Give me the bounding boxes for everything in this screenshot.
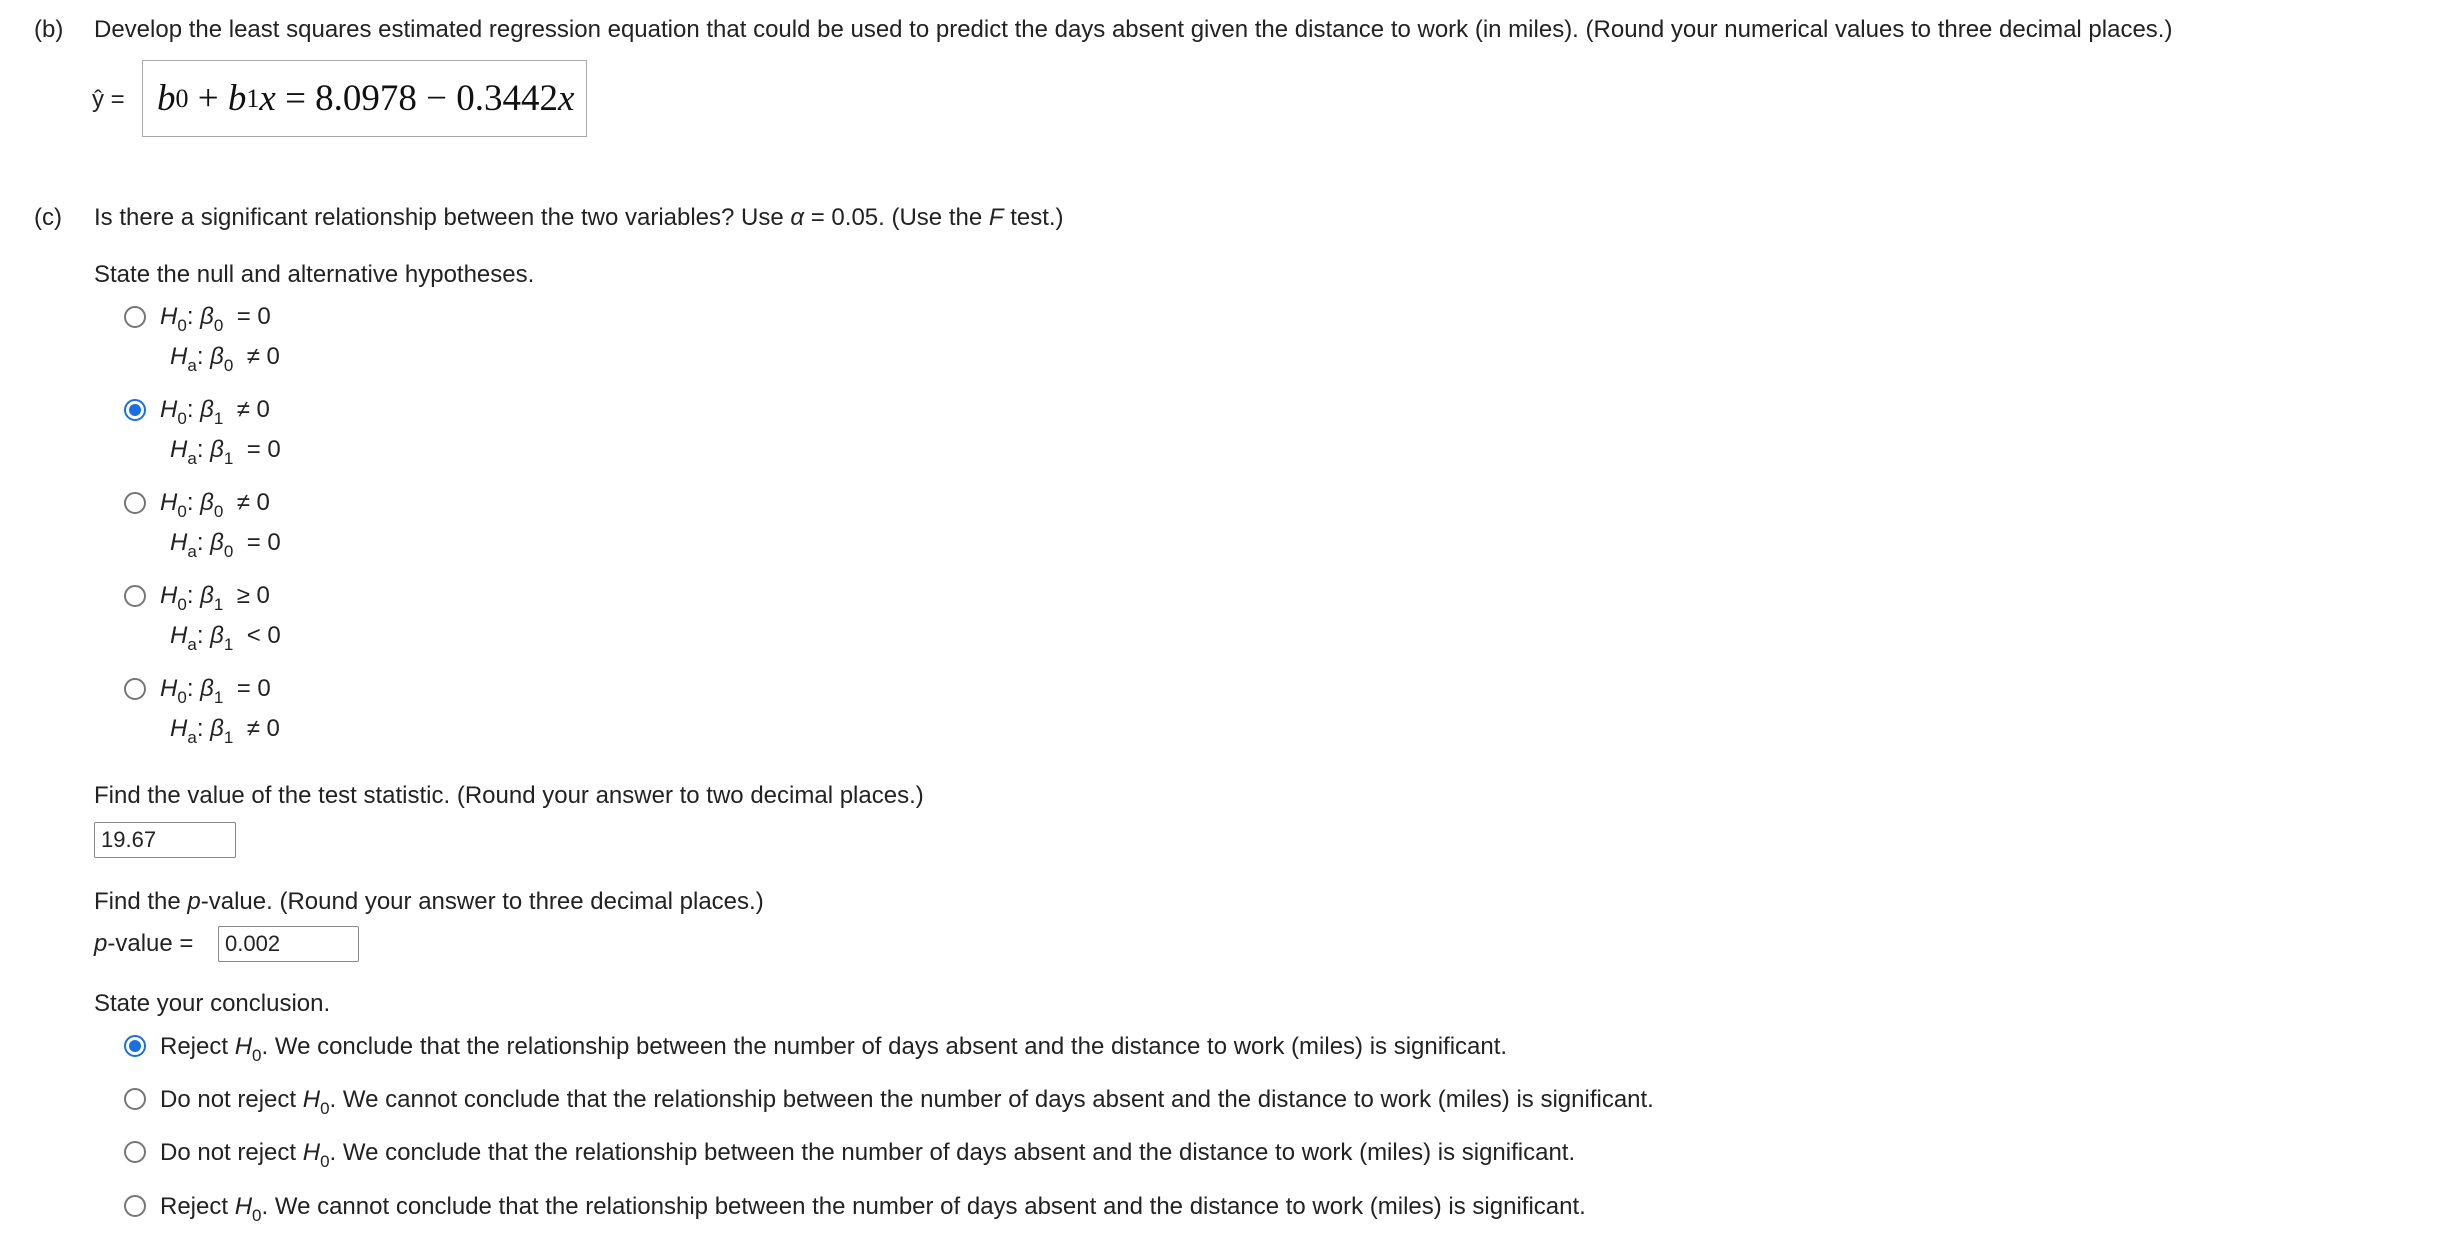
eq-x2: x [558,78,575,119]
hypothesis-h0-5: $H_0$: $\beta_1 = 0$ [160,675,271,707]
hypothesis-radio-2[interactable] [124,399,146,421]
pvalue-prompt-post: -value. (Round your answer to three decimal places.) [200,888,764,915]
conclusion-label-1: Reject $H_0$. We conclude that the relationship between the number of days absent and the distance to work (miles) is significant. [160,1033,1508,1065]
conclusion-radio-2[interactable] [124,1088,146,1110]
hypotheses-prompt: State the null and alternative hypotheses. [94,261,535,288]
part-c-question-post: test.) [1003,204,1064,231]
hypothesis-ha-2: $H_a$: $\beta_1 = 0$ [170,436,281,468]
eq-plus: + [188,78,228,119]
hypothesis-h0-2: $H_0$: $\beta_1 \ne 0$ [160,396,270,428]
conclusion-label-2: Do not reject $H_0$. We cannot conclude that the relationship between the number of days absent and the distance to work (miles) is significant. [160,1086,1654,1118]
conclusion-label-4: Reject $H_0$. We cannot conclude that the relationship between the number of days absent and the distance to work (miles) is significant. [160,1193,1586,1225]
alpha-symbol: α [790,204,805,231]
part-b-label: (b) [34,16,64,43]
f-symbol: F [988,204,1004,231]
part-c-label: (c) [34,204,62,231]
part-c-question [94,204,1064,232]
conclusion-radio-3[interactable] [124,1141,146,1163]
pvalue-prompt-p: p [187,888,201,915]
eq-sub1: 1 [246,83,260,113]
conclusion-prompt: State your conclusion. [94,990,331,1017]
pvalue-label-p: p [94,930,108,957]
eq-sub0: 0 [175,83,189,113]
pvalue-label-rest: -value = [107,930,194,957]
pvalue-prompt-pre: Find the [94,888,188,915]
hypothesis-h0-4: $H_0$: $\beta_1 \ge 0$ [160,582,270,614]
eq-b0: b [157,78,176,119]
hypothesis-radio-3[interactable] [124,492,146,514]
hypothesis-ha-1: $H_a$: $\beta_0 \ne 0$ [170,343,280,375]
hypothesis-ha-5: $H_a$: $\beta_1 \ne 0$ [170,715,280,747]
pvalue-input[interactable]: 0.002 [218,926,359,962]
pvalue-prompt [94,888,764,916]
part-c-question-pre: Is there a significant relationship between the two variables? Use [94,204,791,231]
conclusion-label-3: Do not reject $H_0$. We conclude that the relationship between the number of days absent and the distance to work (miles) is significant. [160,1139,1576,1171]
yhat-label: ŷ = [92,86,125,113]
eq-b1: b [227,78,247,119]
hypothesis-radio-1[interactable] [124,306,146,328]
hypothesis-radio-5[interactable] [124,678,146,700]
part-b-question: Develop the least squares estimated regression equation that could be used to predict the days absent given the distance to work (in miles). (Round your numerical values to three decimal places.) [94,16,2173,43]
conclusion-radio-4[interactable] [124,1195,146,1217]
eq-x: x [259,78,276,119]
hypothesis-radio-4[interactable] [124,585,146,607]
pvalue-label [94,930,193,958]
hypothesis-h0-1: $H_0$: $\beta_0 = 0$ [160,303,271,335]
hypothesis-ha-4: $H_a$: $\beta_1 < 0$ [170,622,281,654]
test-stat-input[interactable]: 19.67 [94,822,236,858]
hypothesis-ha-3: $H_a$: $\beta_0 = 0$ [170,529,281,561]
conclusion-radio-1[interactable] [124,1035,146,1057]
part-c-question-mid: = 0.05. (Use the [804,204,989,231]
hypothesis-h0-3: $H_0$: $\beta_0 \ne 0$ [160,489,270,521]
regression-equation-field[interactable] [142,60,587,137]
test-stat-prompt: Find the value of the test statistic. (Round your answer to two decimal places.) [94,782,924,809]
eq-rest: = 8.0978 − 0.3442 [275,78,559,119]
